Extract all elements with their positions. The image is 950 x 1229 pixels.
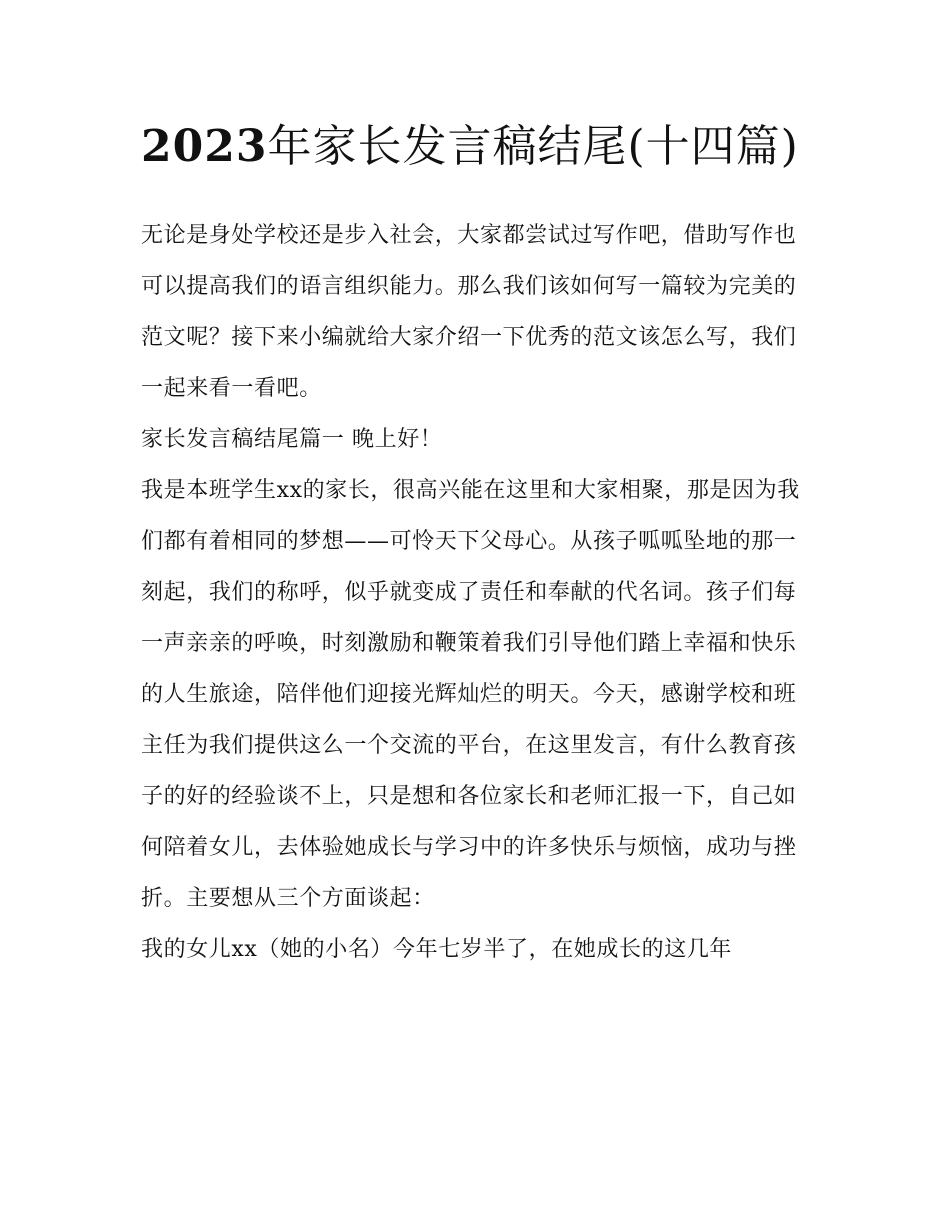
intro-paragraph: 无论是身处学校还是步入社会，大家都尝试过写作吧，借助写作也可以提高我们的语言组织能力。那么我们该如何写一篇较为完美的范文呢？接下来小编就给大家介绍一下优秀的范文该怎么写，我们一起来看一看吧。	[141, 223, 797, 401]
title-text: 年家长发言稿结尾(十四篇)	[267, 121, 799, 172]
speech-paragraph: 我是本班学生xx的家长，很高兴能在这里和大家相聚，那是因为我们都有着相同的梦想——可怜天下父母心。从孩子呱呱坠地的那一刻起，我们的称呼，似乎就变成了责任和奉献的代名词。孩子们每一声亲亲的呼唤，时刻激励和鞭策着我们引导他们踏上幸福和快乐的人生旅途，陪伴他们迎接光辉灿烂的明天。今天，感谢学校和班主任为我们提供这么一个交流的平台，在这里发言，有什么教育孩子的好的经验谈不上，只是想和各位家长和老师汇报一下，自己如何陪着女儿，去体验她成长与学习中的许多快乐与烦恼，成功与挫折。主要想从三个方面谈起：	[141, 478, 800, 911]
document-title	[141, 110, 811, 184]
section-heading-paragraph: 家长发言稿结尾篇一 晚上好！	[141, 427, 443, 452]
document-page	[141, 110, 811, 975]
document-body	[141, 210, 811, 975]
title-year: 2023	[141, 121, 268, 172]
speech-paragraph-continued: 我的女儿xx（她的小名）今年七岁半了，在她成长的这几年	[141, 937, 733, 962]
